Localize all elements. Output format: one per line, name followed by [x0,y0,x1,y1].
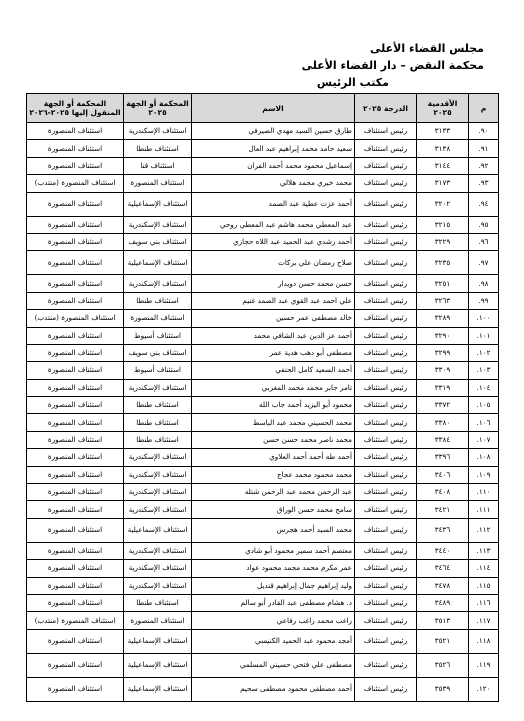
cell-seniority: ٣٣٠٩ [417,362,469,379]
cell-court-to: استئناف المنصورة [27,484,124,501]
table-row [27,251,499,275]
cell-court-to: استئناف المنصورة (منتدب) [27,310,124,327]
table-row [27,542,499,559]
table-row [27,123,499,140]
cell-seniority: ٣٢٨٩ [417,310,469,327]
cell-seniority: ٣٣٨٠ [417,414,469,431]
cell-court-to: استئناف المنصورة [27,140,124,157]
cell-court-to: استئناف المنصورة [27,501,124,518]
cell-grade: رئيس استئناف [355,275,417,292]
cell-court-to: استئناف المنصورة (منتدب) [27,612,124,629]
cell-court-2025: استئناف طنطا [124,292,192,309]
col-header-num: م [469,94,499,123]
cell-seniority: ٣٣١٩ [417,379,469,396]
cell-court-to: استئناف المنصورة [27,431,124,448]
table-row [27,275,499,292]
cell-name: إسماعيل محمود محمد أحمد الفران [192,157,355,174]
cell-grade: رئيس استئناف [355,233,417,250]
table-body [27,123,499,702]
cell-court-2025: استئناف قنا [124,157,192,174]
cell-court-to: استئناف المنصورة [27,379,124,396]
cell-name: سامح محمد حسن الوراق [192,501,355,518]
cell-num: ١٢٠. [469,677,499,701]
cell-court-to: استئناف المنصورة [27,542,124,559]
cell-court-to: استئناف المنصورة [27,327,124,344]
cell-court-2025: استئناف الإسكندرية [124,542,192,559]
cell-name: طارق حسين السيد مهدي الصيرفي [192,123,355,140]
cell-num: ١٠٧. [469,431,499,448]
cell-seniority: ٣٢٣٥ [417,251,469,275]
cell-grade: رئيس استئناف [355,157,417,174]
cell-seniority: ٣١٣٨ [417,140,469,157]
cell-seniority: ٣٤٠٨ [417,484,469,501]
table-header-row [27,94,499,123]
cell-grade: رئيس استئناف [355,612,417,629]
cell-num: ٩٩. [469,292,499,309]
cell-court-2025: استئناف الإسكندرية [124,123,192,140]
cell-num: ١٠٦. [469,414,499,431]
cell-court-to: استئناف المنصورة [27,577,124,594]
cell-name: محمد الحسيني محمد عبد الباسط [192,414,355,431]
cell-court-2025: استئناف طنطا [124,140,192,157]
cell-name: أحمد طه أحمد أحمد العلاوي [192,449,355,466]
cell-num: ١٠٠. [469,310,499,327]
table-row [27,414,499,431]
cell-seniority: ٣٤٣٦ [417,518,469,542]
cell-court-to: استئناف المنصورة [27,192,124,216]
cell-grade: رئيس استئناف [355,431,417,448]
cell-court-2025: استئناف المنصورة [124,310,192,327]
cell-name: عبد المعطي محمد هاشم عبد المعطي روحي [192,216,355,233]
cell-num: ١١٧. [469,612,499,629]
cell-court-to: استئناف المنصورة [27,414,124,431]
cell-court-2025: استئناف الإسكندرية [124,484,192,501]
cell-name: خالد مصطفى عمر حسين [192,310,355,327]
cell-name: عمر مكرم محمد محمد محمود عواد [192,560,355,577]
cell-grade: رئيس استئناف [355,518,417,542]
cell-num: ١١٣. [469,542,499,559]
cell-court-to: استئناف المنصورة [27,275,124,292]
cell-court-2025: استئناف طنطا [124,431,192,448]
cell-grade: رئيس استئناف [355,653,417,677]
cell-court-2025: استئناف الإسماعيلية [124,653,192,677]
cell-court-to: استئناف المنصورة [27,629,124,653]
table-row [27,140,499,157]
cell-name: وليد إبراهيم جمال إبراهيم قنديل [192,577,355,594]
cell-grade: رئيس استئناف [355,292,417,309]
cell-grade: رئيس استئناف [355,251,417,275]
col-header-court-2025: المحكمة أو الجهة ٢٠٢٥ [124,94,192,123]
cell-court-2025: استئناف الإسكندرية [124,560,192,577]
table-row [27,310,499,327]
cell-name: أحمد عز الدين عبد الشافي محمد [192,327,355,344]
cell-seniority: ٣٢٦٣ [417,292,469,309]
cell-court-to: استئناف المنصورة [27,216,124,233]
cell-grade: رئيس استئناف [355,414,417,431]
cell-seniority: ٣٥٣٩ [417,677,469,701]
cell-court-2025: استئناف الإسكندرية [124,379,192,396]
cell-court-to: استئناف المنصورة [27,560,124,577]
cell-name: أحمد السعيد كامل الحنفي [192,362,355,379]
cell-grade: رئيس استئناف [355,677,417,701]
cell-court-2025: استئناف طنطا [124,594,192,611]
table-row [27,431,499,448]
cell-court-2025: استئناف الإسكندرية [124,577,192,594]
cell-name: محمد خيري محمد هلالي [192,175,355,192]
cell-num: ٩٦. [469,233,499,250]
cell-court-to: استئناف المنصورة [27,292,124,309]
cell-grade: رئيس استئناف [355,344,417,361]
cell-court-to: استئناف المنصورة [27,594,124,611]
cell-num: ٩٧. [469,251,499,275]
cell-court-2025: استئناف الإسماعيلية [124,518,192,542]
cell-grade: رئيس استئناف [355,542,417,559]
table-row [27,484,499,501]
table-row [27,594,499,611]
cell-name: أمجد محمود عبد الحميد الكنيسي [192,629,355,653]
cell-court-to: استئناف المنصورة [27,449,124,466]
cell-num: ١٠٥. [469,397,499,414]
cell-court-to: استئناف المنصورة [27,233,124,250]
cell-grade: رئيس استئناف [355,594,417,611]
cell-name: عبد الرحمن محمد عبد الرحمن شتله [192,484,355,501]
table-row [27,501,499,518]
cell-num: ١١٩. [469,653,499,677]
cell-court-to: استئناف المنصورة [27,466,124,483]
cell-num: ١١٥. [469,577,499,594]
cell-seniority: ٣٢٩٠ [417,327,469,344]
cell-num: ٩٨. [469,275,499,292]
cell-court-2025: استئناف طنطا [124,397,192,414]
cell-num: ١٠٤. [469,379,499,396]
cell-name: تامر جابر محمد محمد المغربي [192,379,355,396]
cell-name: سعيد حامد محمد إبراهيم عبد العال [192,140,355,157]
cell-court-2025: استئناف المنصورة [124,175,192,192]
cell-name: مصطفى علي فتحي حسيني المسلمي [192,653,355,677]
cell-seniority: ٣٥١٣ [417,612,469,629]
cell-grade: رئيس استئناف [355,501,417,518]
table-row [27,327,499,344]
cell-grade: رئيس استئناف [355,310,417,327]
cell-seniority: ٣٥٢١ [417,629,469,653]
cell-num: ١٠١. [469,327,499,344]
cell-num: ٩٣. [469,175,499,192]
cell-grade: رئيس استئناف [355,629,417,653]
cell-court-2025: استئناف الإسكندرية [124,275,192,292]
cell-name: علي احمد عبد القوي عبد الصمد غنيم [192,292,355,309]
table-row [27,677,499,701]
cell-num: ١١٨. [469,629,499,653]
cell-seniority: ٣٤٢١ [417,501,469,518]
cell-seniority: ٣٥٢٦ [417,653,469,677]
cell-court-to: استئناف المنصورة [27,344,124,361]
cell-court-to: استئناف المنصورة [27,123,124,140]
cell-grade: رئيس استئناف [355,362,417,379]
cell-grade: رئيس استئناف [355,466,417,483]
cell-grade: رئيس استئناف [355,327,417,344]
cell-seniority: ٣٤٤٠ [417,542,469,559]
col-header-grade: الدرجة ٢٠٢٥ [355,94,417,123]
cell-name: د. هشام مصطفى عبد القادر أبو سالم [192,594,355,611]
cell-seniority: ٣٣٩٦ [417,449,469,466]
transfers-table [26,93,499,702]
cell-court-2025: استئناف بني سويف [124,344,192,361]
cell-court-2025: استئناف أسيوط [124,362,192,379]
cell-grade: رئيس استئناف [355,379,417,396]
table-row [27,577,499,594]
table-row [27,518,499,542]
cell-name: أحمد مصطفى محمود مصطفى سحيم [192,677,355,701]
cell-num: ١٠٣. [469,362,499,379]
col-header-name: الاسم [192,94,355,123]
table-row [27,379,499,396]
table-row [27,192,499,216]
table-row [27,629,499,653]
col-header-seniority: الأقدمية ٢٠٢٥ [417,94,469,123]
cell-name: محمد السيد أحمد هجرس [192,518,355,542]
col-header-court-to: المحكمة أو الجهة المنقول إليها ٢٠٢٥-٢٠٢٦ [27,94,124,123]
cell-num: ١١٦. [469,594,499,611]
table-row [27,612,499,629]
cell-name: صلاح رمضان علي بركات [192,251,355,275]
cell-num: ٩٠. [469,123,499,140]
cell-grade: رئيس استئناف [355,192,417,216]
cell-court-2025: استئناف الإسماعيلية [124,192,192,216]
cell-court-to: استئناف المنصورة [27,362,124,379]
cell-grade: رئيس استئناف [355,216,417,233]
cell-num: ١٠٨. [469,449,499,466]
cell-seniority: ٣٢٩٩ [417,344,469,361]
cell-num: ٩٥. [469,216,499,233]
cell-num: ١١٢. [469,518,499,542]
cell-seniority: ٣٤٨٩ [417,594,469,611]
table-row [27,466,499,483]
cell-seniority: ٣٢٠٢ [417,192,469,216]
cell-num: ٩١. [469,140,499,157]
cell-name: حسن محمد حسن دويدار [192,275,355,292]
table-row [27,653,499,677]
cell-name: مصطفى أبو دهب هدية عمر [192,344,355,361]
cell-court-2025: استئناف أسيوط [124,327,192,344]
cell-num: ١٠٢. [469,344,499,361]
cell-grade: رئيس استئناف [355,560,417,577]
cell-court-to: استئناف المنصورة [27,677,124,701]
cell-court-to: استئناف المنصورة (منتدب) [27,175,124,192]
cell-seniority: ٣٣٧٢ [417,397,469,414]
table-row [27,397,499,414]
cell-grade: رئيس استئناف [355,449,417,466]
cell-num: ١١٤. [469,560,499,577]
cell-num: ١١٠. [469,484,499,501]
cell-court-to: استئناف المنصورة [27,653,124,677]
table-row [27,216,499,233]
cell-name: أحمد عزت عطية عبد الصمد [192,192,355,216]
cell-seniority: ٣١٧٣ [417,175,469,192]
court-title: محكمة النقض – دار القضاء الأعلى [301,59,484,72]
office-title: مكتب الرئيس [316,76,389,89]
cell-court-to: استئناف المنصورة [27,518,124,542]
cell-num: ٩٢. [469,157,499,174]
cell-name: محمود أبو اليزيد أحمد جاب الله [192,397,355,414]
cell-court-2025: استئناف الإسكندرية [124,449,192,466]
table-row [27,157,499,174]
table-row [27,449,499,466]
cell-court-2025: استئناف بني سويف [124,233,192,250]
cell-name: معتصم أحمد سمير محمود أبو شادي [192,542,355,559]
cell-court-2025: استئناف الإسماعيلية [124,251,192,275]
cell-seniority: ٣٤٦٤ [417,560,469,577]
table-row [27,560,499,577]
cell-name: أحمد رشدي عبد الحميد عبد اللاه حجازي [192,233,355,250]
cell-num: ٩٤. [469,192,499,216]
cell-seniority: ٣٣٨٤ [417,431,469,448]
cell-num: ١٠٩. [469,466,499,483]
cell-court-to: استئناف المنصورة [27,397,124,414]
cell-court-to: استئناف المنصورة [27,251,124,275]
cell-grade: رئيس استئناف [355,484,417,501]
cell-court-2025: استئناف طنطا [124,414,192,431]
table-row [27,344,499,361]
council-title: مجلس القضاء الأعلى [370,42,484,55]
cell-num: ١١١. [469,501,499,518]
cell-grade: رئيس استئناف [355,123,417,140]
table-row [27,175,499,192]
cell-grade: رئيس استئناف [355,175,417,192]
cell-seniority: ٣١٤٤ [417,157,469,174]
cell-seniority: ٣٢٢٩ [417,233,469,250]
cell-grade: رئيس استئناف [355,577,417,594]
cell-seniority: ٣٢٥١ [417,275,469,292]
cell-grade: رئيس استئناف [355,397,417,414]
cell-seniority: ٣٤٧٨ [417,577,469,594]
cell-seniority: ٣٤٠٦ [417,466,469,483]
table-row [27,233,499,250]
cell-court-2025: استئناف الإسكندرية [124,466,192,483]
cell-court-2025: استئناف الإسماعيلية [124,629,192,653]
cell-name: راغب محمد راغب رفاعي [192,612,355,629]
table-row [27,362,499,379]
cell-grade: رئيس استئناف [355,140,417,157]
cell-court-to: استئناف المنصورة [27,157,124,174]
cell-seniority: ٣٢١٥ [417,216,469,233]
cell-court-2025: استئناف الإسكندرية [124,501,192,518]
cell-seniority: ٣١٣٣ [417,123,469,140]
cell-name: محمد ناصر محمد حسن حسن [192,431,355,448]
cell-court-2025: استئناف الإسكندرية [124,216,192,233]
cell-name: محمد محمود محمد عجاج [192,466,355,483]
table-row [27,292,499,309]
cell-court-2025: استئناف الإسماعيلية [124,677,192,701]
cell-court-2025: استئناف المنصورة [124,612,192,629]
